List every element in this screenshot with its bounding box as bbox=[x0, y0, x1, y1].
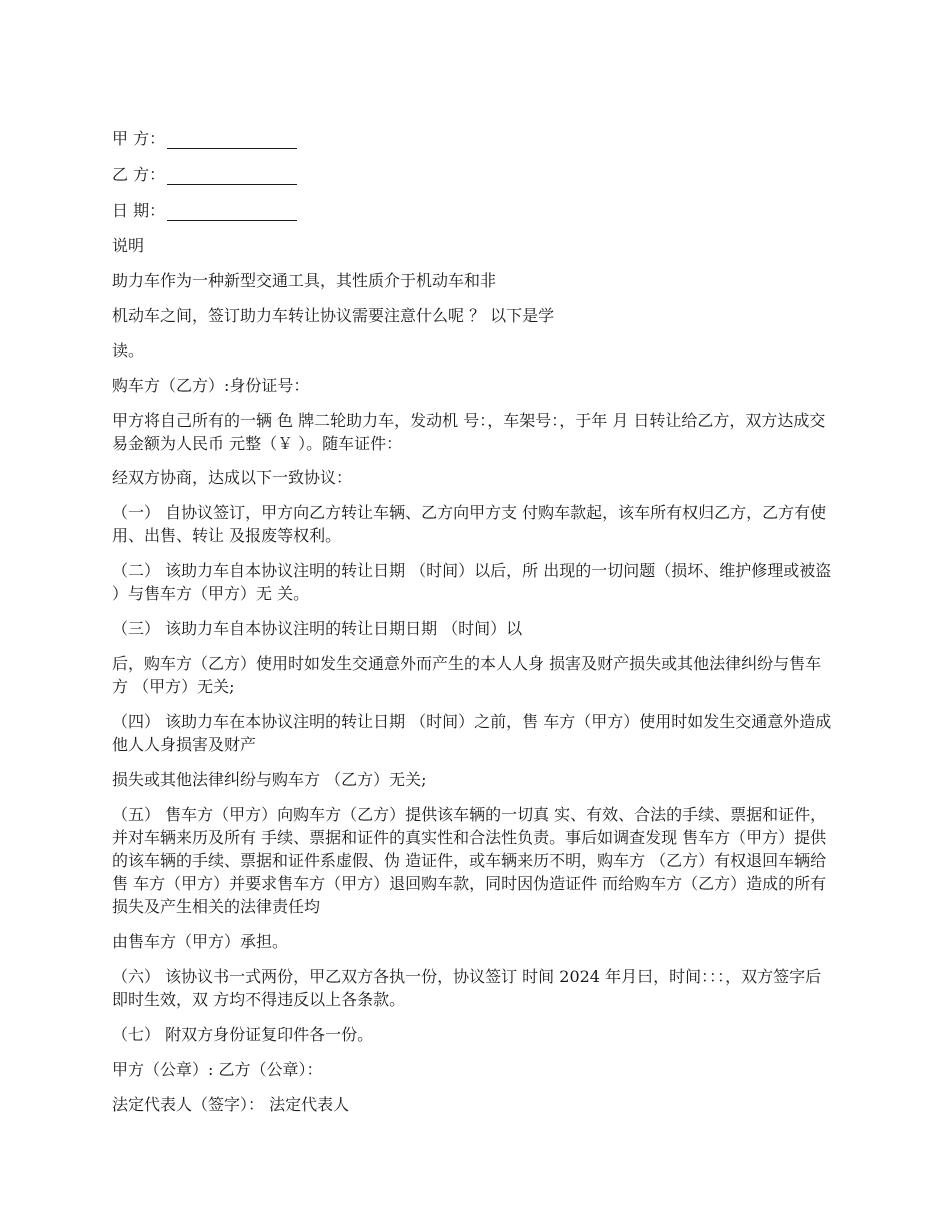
clause-2: （二） 该助力车自本协议注明的转让日期 （时间）以后，所 出现的一切问题（损坏、维护修理或被盗 ）与售车方（甲方）无 关。 bbox=[112, 561, 837, 603]
clause-1: （一） 自协议签订，甲方向乙方转让车辆、乙方向甲方支 付购车款起，该车所有权归乙方，乙方有使用、出售、转让 及报废等权利。 bbox=[112, 503, 827, 545]
clause-5: （五） 售车方（甲方）向购车方（乙方）提供该车辆的一切真 实、有效、合法的手续、票据和证件，并对车辆来历及所有 手续、票据和证件的真实性和合法性负责。事后如调查发现 售车方（甲方）提供的该车辆的手续、票据和证件系虚假、伪 造证件，或车辆来历不明，购车方 （乙方）有权退回车辆给售 车方（甲方）并要求售车方（甲方）退回购车款，同时因伪造证件 而给购车方（乙方）造成的所有损失及产生相关的法律责任均 bbox=[112, 805, 827, 916]
signature-line-representatives: 法定代表人（签字）： 法定代表人 bbox=[112, 1095, 350, 1114]
section-heading-notes: 说明 bbox=[112, 236, 145, 255]
field-label: 日 期： bbox=[112, 201, 166, 220]
clause-4: （四） 该助力车在本协议注明的转让日期 （时间）之前，售 车方（甲方）使用时如发生交通意外造成他人人身损害及财产 bbox=[112, 712, 832, 754]
clause-4-continued: 损失或其他法律纠纷与购车方 （乙方）无关; bbox=[112, 770, 427, 789]
header-field-date bbox=[112, 198, 836, 221]
paragraph: 机动车之间，签订助力车转让协议需要注意什么呢 ？ 以下是学 bbox=[112, 306, 555, 325]
paragraph-transfer-terms: 甲方将自己所有的一辆 色 牌二轮助力车，发动机 号：，车架号：，于年 月 日转让给乙方，双方达成交 易金额为人民币 元整（￥ ）。随车证件： bbox=[112, 411, 831, 453]
signature-line-seals: 甲方（公章）: 乙方（公章）： bbox=[112, 1060, 323, 1079]
clause-3-continued: 后，购车方（乙方）使用时如发生交通意外而产生的本人人身 损害及财产损失或其他法律纠纷与售车方 （甲方）无关; bbox=[112, 654, 822, 696]
contract-page bbox=[112, 126, 836, 1116]
clause-5-continued: 由售车方（甲方）承担。 bbox=[112, 932, 289, 951]
paragraph: 读。 bbox=[112, 341, 145, 360]
header-field-party-b bbox=[112, 162, 836, 185]
clause-3: （三） 该助力车自本协议注明的转让日期日期 （时间）以 bbox=[112, 619, 523, 638]
paragraph-buyer-id: 购车方（乙方）:身份证号： bbox=[112, 376, 310, 395]
signature-blank-line bbox=[167, 132, 297, 149]
paragraph: 经双方协商，达成以下一致协议： bbox=[112, 468, 353, 487]
header-field-party-a bbox=[112, 126, 836, 149]
clause-7: （七） 附双方身份证复印件各一份。 bbox=[112, 1025, 374, 1044]
clause-6: （六） 该协议书一式两份，甲乙双方各执一份，协议签订 时间 2024 年月曰，时间：：：，双方签字后即时生效，双 方均不得违反以上各条款。 bbox=[112, 967, 822, 1009]
field-label: 乙 方： bbox=[112, 165, 166, 184]
paragraph: 助力车作为一种新型交通工具，其性质介于机动车和非 bbox=[112, 271, 497, 290]
signature-blank-line bbox=[167, 168, 297, 185]
field-label: 甲 方： bbox=[112, 129, 166, 148]
date-blank-line bbox=[167, 204, 297, 221]
